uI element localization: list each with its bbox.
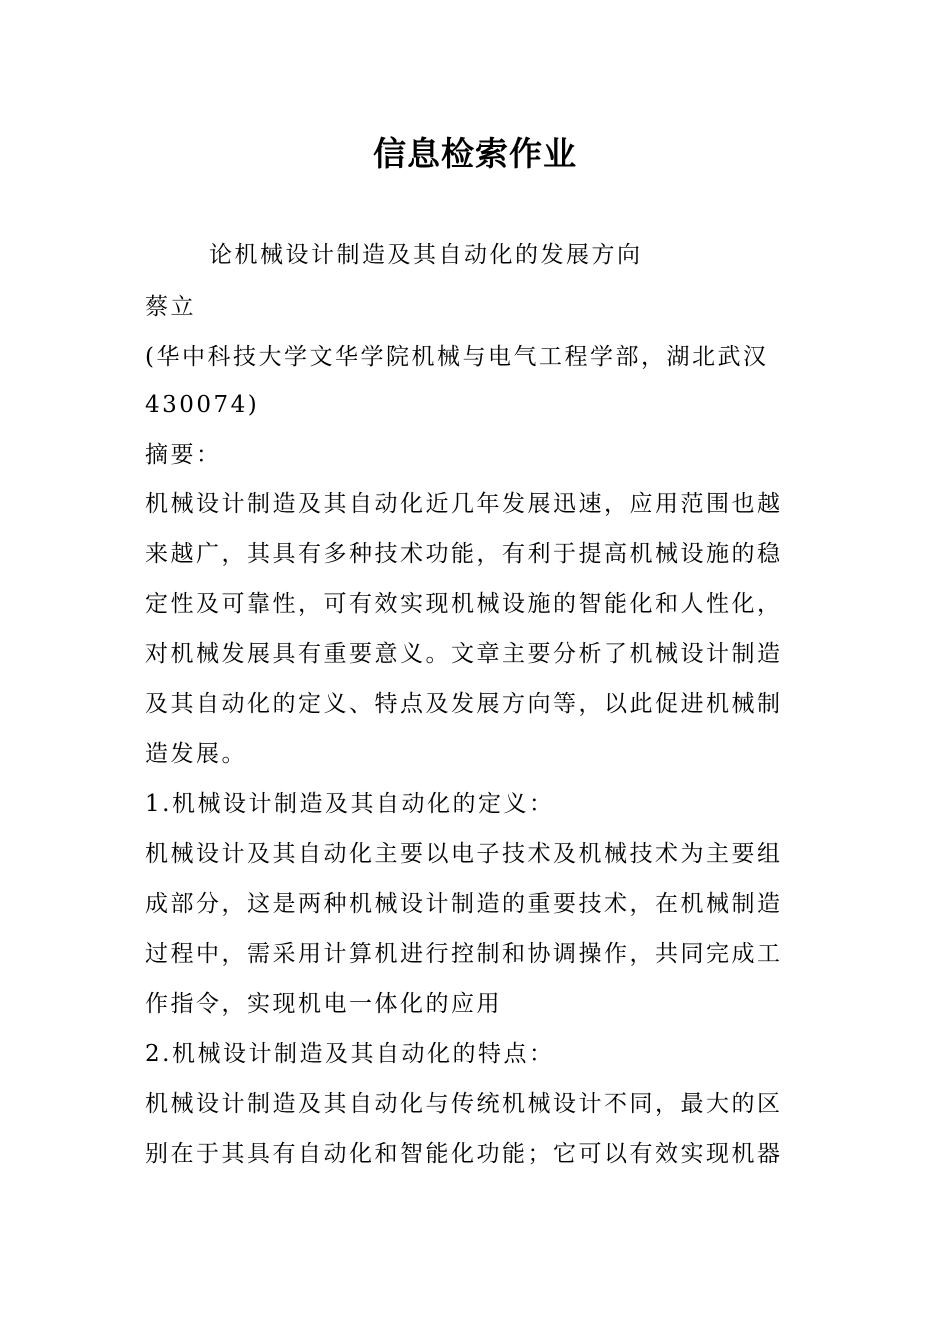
section-2-line: 机械设计制造及其自动化与传统机械设计不同，最大的区 [145,1091,783,1117]
section-1-line: 过程中，需采用计算机进行控制和协调操作，共同完成工 [145,941,783,967]
article-title: 论机械设计制造及其自动化的发展方向 [209,242,643,268]
section-2-heading: 2.机械设计制造及其自动化的特点： [145,1041,555,1067]
section-1-line: 机械设计及其自动化主要以电子技术及机械技术为主要组 [145,841,783,867]
abstract-line: 及其自动化的定义、特点及发展方向等，以此促进机械制 [145,691,783,717]
abstract-line: 对机械发展具有重要意义。文章主要分析了机械设计制造 [145,641,783,667]
author-affiliation: (华中科技大学文华学院机械与电气工程学部，湖北武汉 [145,344,769,370]
abstract-line: 造发展。 [145,741,247,767]
section-1-line: 成部分，这是两种机械设计制造的重要技术，在机械制造 [145,891,783,917]
section-1-heading: 1.机械设计制造及其自动化的定义： [145,791,555,817]
document-title: 信息检索作业 [373,134,577,173]
section-1-line: 作指令，实现机电一体化的应用 [145,991,502,1017]
abstract-line: 定性及可靠性，可有效实现机械设施的智能化和人性化， [145,591,783,617]
abstract-line: 机械设计制造及其自动化近几年发展迅速，应用范围也越 [145,491,783,517]
abstract-heading: 摘要： [145,442,222,468]
abstract-line: 来越广，其具有多种技术功能，有利于提高机械设施的稳 [145,541,783,567]
section-2-line: 别在于其具有自动化和智能化功能；它可以有效实现机器 [145,1141,783,1167]
author-affiliation-postcode: 430074) [145,392,260,418]
author-name: 蔡立 [145,294,196,320]
